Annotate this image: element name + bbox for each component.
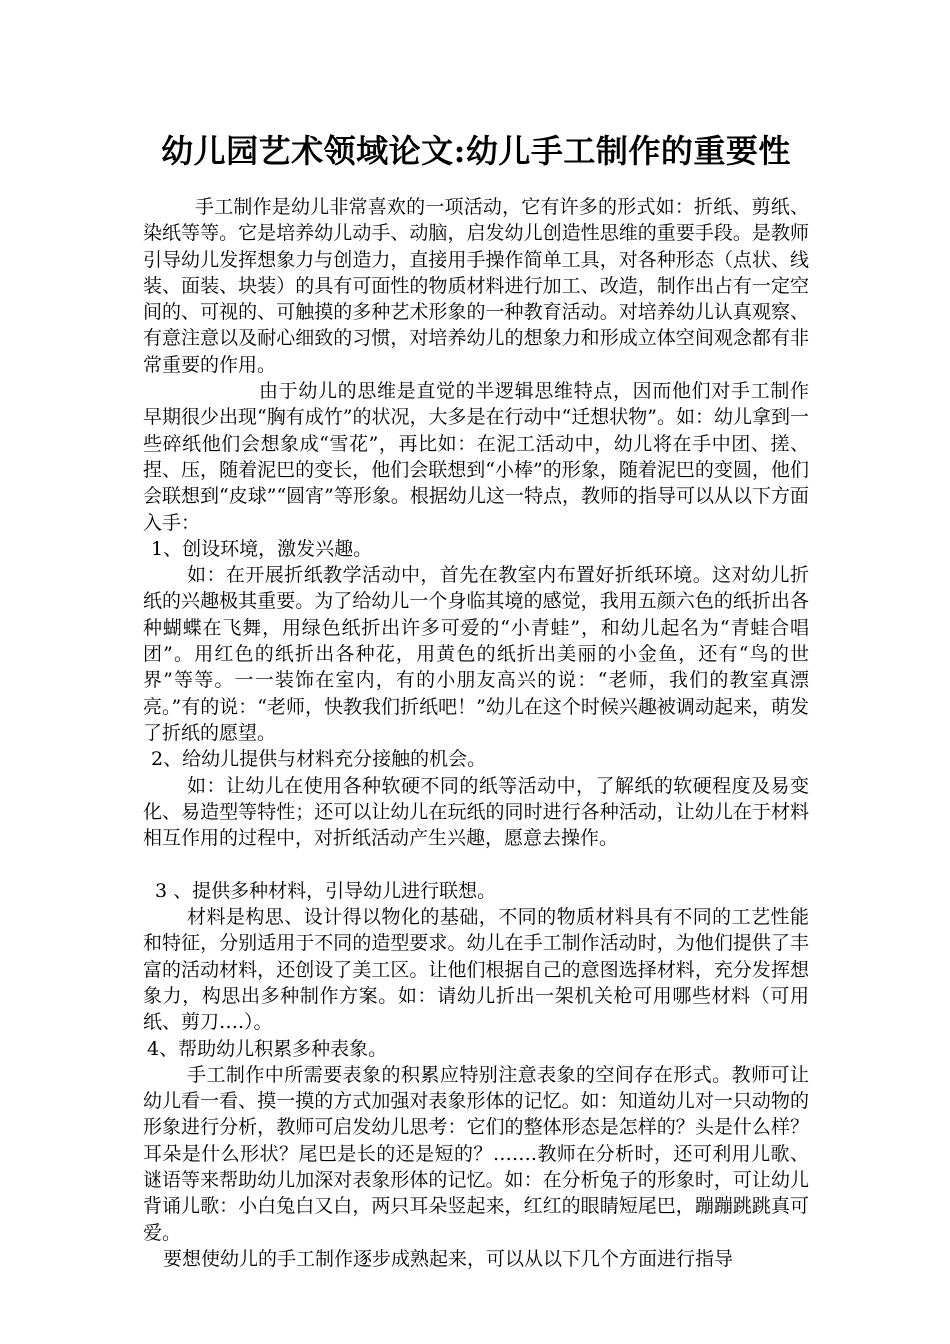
section-heading-1: 1、创设环境，激发兴趣。: [151, 537, 373, 560]
closing-paragraph: 要想使幼儿的手工制作逐步成熟起来，可以从以下几个方面进行指导: [163, 1247, 734, 1270]
section-heading-3: 3 、提供多种材料，引导幼儿进行联想。: [155, 879, 497, 902]
section-paragraph-2: 如：让幼儿在使用各种软硬不同的纸等活动中，了解纸的软硬程度及易变化、易造型等特性；还可以让幼儿在玩纸的同时进行各种活动，让幼儿在于材料相互作用的过程中，对折纸活动产生兴趣，愿意去操作。: [143, 774, 809, 850]
document-page: [143, 128, 809, 1272]
intro-paragraph: 手工制作是幼儿非常喜欢的一项活动，它有许多的形式如：折纸、剪纸、染纸等等。它是培养幼儿动手、动脑，启发幼儿创造性思维的重要手段。是教师引导幼儿发挥想象力与创造力，直接用手操作简单工具，对各种形态（点状、线装、面装、块装）的具有可面性的物质材料进行加工、改造，制作出占有一定空间的、可视的、可触摸的多种艺术形象的一种教育活动。对培养幼儿认真观察、有意注意以及耐心细致的习惯，对培养幼儿的想象力和形成立体空间观念都有非常重要的作用。: [143, 196, 809, 376]
section-paragraph-1: 如：在开展折纸教学活动中，首先在教室内布置好折纸环境。这对幼儿折纸的兴趣极其重要。为了给幼儿一个身临其境的感觉，我用五颜六色的纸折出各种蝴蝶在飞舞，用绿色纸折出许多可爱的“小青蛙”，和幼儿起名为“青蛙合唱团”。用红色的纸折出各种花，用黄色的纸折出美丽的小金鱼，还有“鸟的世界”等等。一一装饰在室内，有的小朋友高兴的说：“老师，我们的教室真漂亮。”有的说：“老师，快教我们折纸吧！”幼儿在这个时候兴趣被调动起来，萌发了折纸的愿望。: [143, 564, 809, 744]
thinking-paragraph: 由于幼儿的思维是直觉的半逻辑思维特点，因而他们对手工制作早期很少出现“胸有成竹”的状况，大多是在行动中“迁想状物”。如：幼儿拿到一些碎纸他们会想象成“雪花”，再比如：在泥工活动中，幼儿将在手中团、搓、捏、压，随着泥巴的变长，他们会联想到“小棒”的形象，随着泥巴的变圆，他们会联想到“皮球”“圆宵”等形象。根据幼儿这一特点，教师的指导可以从以下方面入手：: [143, 380, 809, 534]
section-paragraph-3: 材料是构思、设计得以物化的基础，不同的物质材料具有不同的工艺性能和特征，分别适用于不同的造型要求。幼儿在手工制作活动时，为他们提供了丰富的活动材料，还创设了美工区。让他们根据自己的意图选择材料，充分发挥想象力，构思出多种制作方案。如：请幼儿折出一架机关枪可用哪些材料（可用纸、剪刀….）。: [143, 906, 809, 1034]
section-paragraph-4: 手工制作中所需要表象的积累应特别注意表象的空间存在形式。教师可让幼儿看一看、摸一摸的方式加强对表象形体的记忆。如：知道幼儿对一只动物的形象进行分析，教师可启发幼儿思考：它们的整体形态是怎样的？头是什么样？耳朵是什么形状？尾巴是长的还是短的？…….教师在分析时，还可利用儿歌、谜语等来帮助幼儿加深对表象形体的记忆。如：在分析兔子的形象时，可让幼儿背诵儿歌：小白兔白又白，两只耳朵竖起来，红红的眼睛短尾巴，蹦蹦跳跳真可爱。: [143, 1063, 809, 1244]
section-heading-2: 2、给幼儿提供与材料充分接触的机会。: [151, 748, 487, 771]
blank-line: [143, 851, 809, 877]
document-title: 幼儿园艺术领域论文:幼儿手工制作的重要性: [161, 132, 791, 170]
section-heading-4: 4、帮助幼儿积累多种表象。: [147, 1037, 388, 1060]
